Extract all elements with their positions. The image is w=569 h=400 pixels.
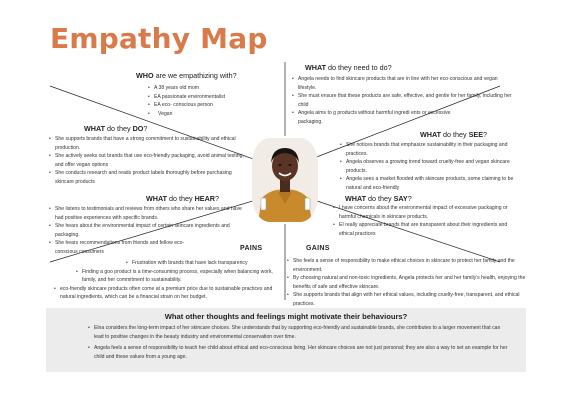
persona-illustration (252, 138, 318, 222)
do-item: • She supports brands that have a strong commitment to sustainability and ethical production. (49, 135, 249, 152)
gains-item: • By choosing natural and non-toxic ingredients, Angela protects her and her family's health, enjoying the benefits of safe and effective skincare. (287, 274, 527, 291)
motivation-box (46, 308, 526, 372)
who-item: • A 38 years old mom (148, 84, 248, 93)
see-item: • Angela sees a market flooded with skincare products, some claiming to be natural and eco-friendly (340, 175, 520, 192)
gains-list (287, 257, 527, 309)
see-heading: WHAT do they SEE? (420, 130, 487, 139)
need-item: • Angela aims to g products without harmful ingredi ents or excessive packaging. (292, 109, 458, 126)
pains-item: • eco-friendly skincare products often come at a premium price due to sustainable practices and natural ingredients, which can be a financial strain on her budget. (54, 285, 276, 302)
hear-list (49, 205, 249, 257)
persona-photo (252, 138, 318, 222)
do-item: • She conducts research and reads product labels thoroughly before purchasing skincare products (49, 169, 249, 186)
motivation-title: What other thoughts and feelings might motivate their behaviours? (164, 312, 408, 321)
pains-item: • Finding a goo product is a time-consuming process, especially when balancing work, family, and her commitment to sustainability. (76, 268, 276, 285)
need-item: • Angela needs to find skincare products that are in line with her eco-conscious and vegan lifestyle. (292, 75, 517, 92)
page-title: Empathy Map (50, 22, 268, 55)
who-item: • Vegan (148, 110, 248, 119)
pains-item: • Frustration with brands that have lack transparency (126, 259, 276, 268)
say-item: • EI really appreciate brands that are transparent about their ingredients and ethical practices (333, 221, 523, 238)
motivation-item: • Angela feels a sense of responsibility to teach her child about ethical and eco-conscious living. Her skincare choices are not just personal; they are also a way to set an example for her child and these values from a young age. (88, 344, 508, 361)
say-list (333, 204, 523, 238)
who-list (148, 84, 248, 118)
do-list (49, 135, 249, 187)
gains-label: GAINS (306, 245, 330, 252)
who-item: • EA eco- conscious person (148, 101, 248, 110)
who-item: • EA passionate environmentalist (148, 93, 248, 102)
motivation-list (88, 324, 508, 364)
pains-label: PAINS (240, 245, 263, 252)
say-heading: WHAT do they SAY? (345, 194, 412, 203)
motivation-item: • Elna considers the long-term impact of her skincare choices. She understands that by supporting eco-friendly and sustainable brands, she contributes to a larger movement that can lead to positive changes in the beauty industry and environmental conservation over time. (88, 324, 508, 341)
hear-item: • She hears recommendations from friends and fellow eco-conscious consumers (49, 239, 195, 256)
need-list (292, 75, 517, 127)
see-item: • She notices brands that emphasize sustainability in their packaging and practices. (340, 141, 520, 158)
hear-item: • She listens to testimonials and reviews from others who share her values and have had positive experiences with specific brands. (49, 205, 249, 222)
pains-list (54, 259, 276, 302)
see-item: • Angela observes a growing trend toward cruelty-free and vegan skincare products. (340, 158, 520, 175)
hear-item: • She hears about the environmental impact of certain skincare ingredients and packaging. (49, 222, 249, 239)
who-heading: WHO are we empathizing with? (136, 71, 237, 80)
do-item: • She actively seeks out brands that use eco-friendly packaging, avoid animal testing, and offer vegan options (49, 152, 249, 169)
see-list (340, 141, 520, 193)
need-item: • She must ensure that these products are safe, effective, and gentle for her family, including her child (292, 92, 517, 109)
need-heading: WHAT do they need to do? (305, 63, 392, 72)
do-heading: WHAT do they DO? (84, 124, 148, 133)
gains-item: • She feels a sense of responsibility to make ethical choices in skincare to protect her family and the environment. (287, 257, 527, 274)
hear-heading: WHAT do they HEAR? (146, 194, 219, 203)
gains-item: • She supports brands that align with her ethical values, including cruelty-free, transparent, and ethical practices. (287, 291, 527, 308)
say-item: • I have concerns about the environmental impact of excessive packaging or harmful chemicals in skincare products. (333, 204, 523, 221)
